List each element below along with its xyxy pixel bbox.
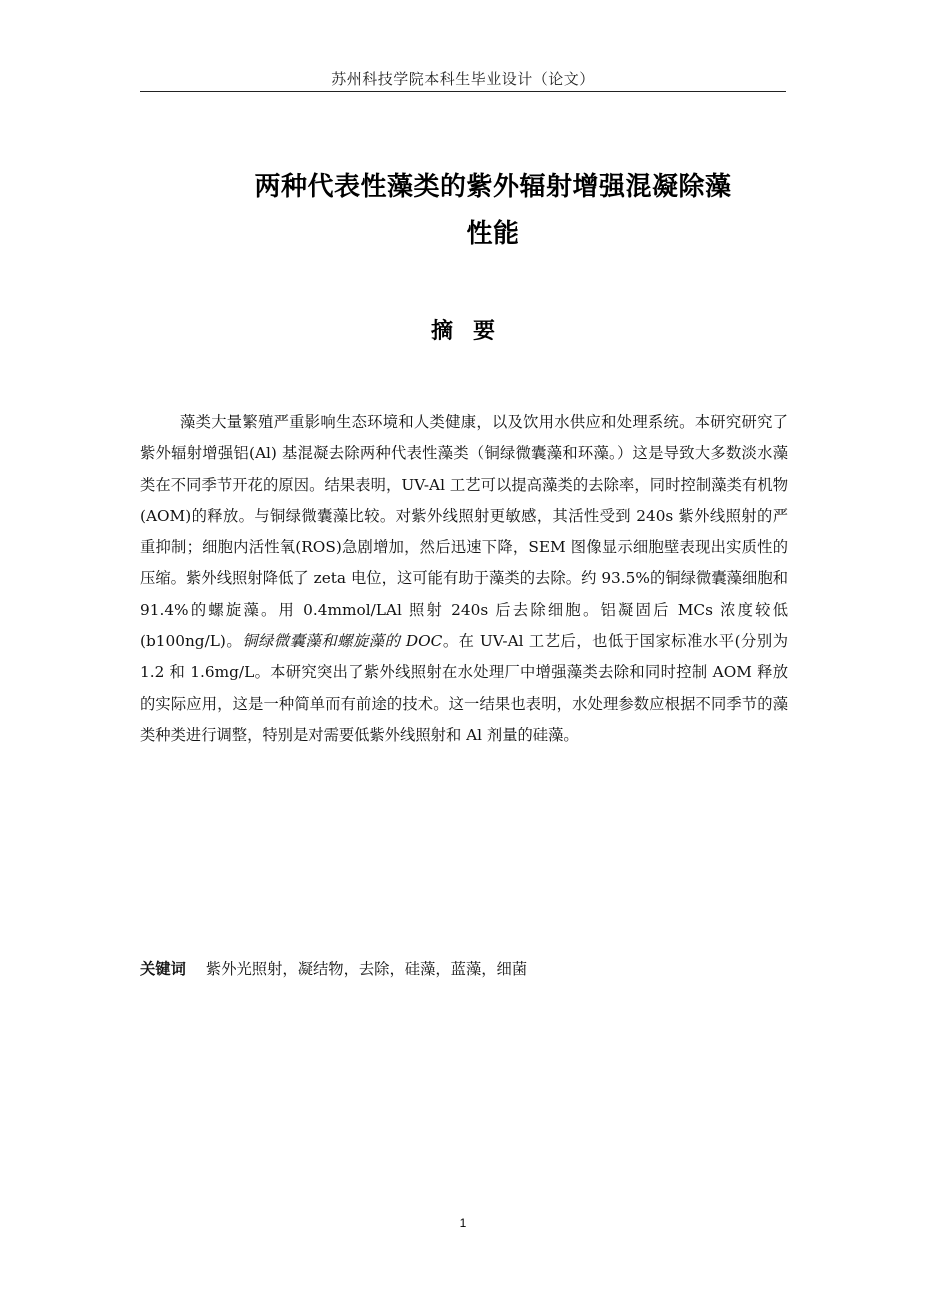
title-line-1: 两种代表性藻类的紫外辐射增强混凝除藻 (254, 172, 732, 202)
keywords-section (140, 956, 786, 982)
abstract-italic-text: 铜绿微囊藻和螺旋藻的 DOC (242, 632, 443, 651)
running-header: 苏州科技学院本科生毕业设计（论文） (331, 70, 595, 88)
header-divider (140, 91, 786, 92)
title-line-2: 性能 (466, 219, 520, 249)
abstract-text-part-2: 。在 UV-Al 工艺后，也低于国家标准水平(分别为 1.2 和 1.6mg/L。本研究突出了紫外线照射在水处理厂中增强藻类去除和同时控制 AOM 释放的实际应用，这是一种简单而有前途的技术。这一结果也表明，水处理参数应根据不同季节的藻类种类进行调整，特别是对需要低紫外线照射和 Al 剂量的硅藻。 (140, 632, 788, 744)
keywords-text: 紫外光照射，凝结物，去除，硅藻，蓝藻，细菌 (205, 960, 528, 978)
document-title (200, 164, 786, 258)
keywords-label: 关键词 (140, 960, 186, 978)
page-number: 1 (459, 1216, 467, 1230)
abstract-paragraph (140, 407, 788, 751)
abstract-heading: 摘要 (430, 319, 515, 344)
abstract-text-part-1: 藻类大量繁殖严重影响生态环境和人类健康，以及饮用水供应和处理系统。本研究研究了紫外辐射增强铝(Al) 基混凝去除两种代表性藻类（铜绿微囊藻和环藻。）这是导致大多数淡水藻类在不同季节开花的原因。结果表明，UV-Al 工艺可以提高藻类的去除率，同时控制藻类有机物(AOM)的释放。与铜绿微囊藻比较。对紫外线照射更敏感，其活性受到 240s 紫外线照射的严重抑制；细胞内活性氧(ROS)急剧增加，然后迅速下降，SEM 图像显示细胞壁表现出实质性的压缩。紫外线照射降低了 zeta 电位，这可能有助于藻类的去除。约 93.5%的铜绿微囊藻细胞和 91.4%的螺旋藻。用 0.4mmol/LAl 照射 240s 后去除细胞。铝凝固后 MCs 浓度较低(b100ng/L)。 (140, 413, 788, 651)
